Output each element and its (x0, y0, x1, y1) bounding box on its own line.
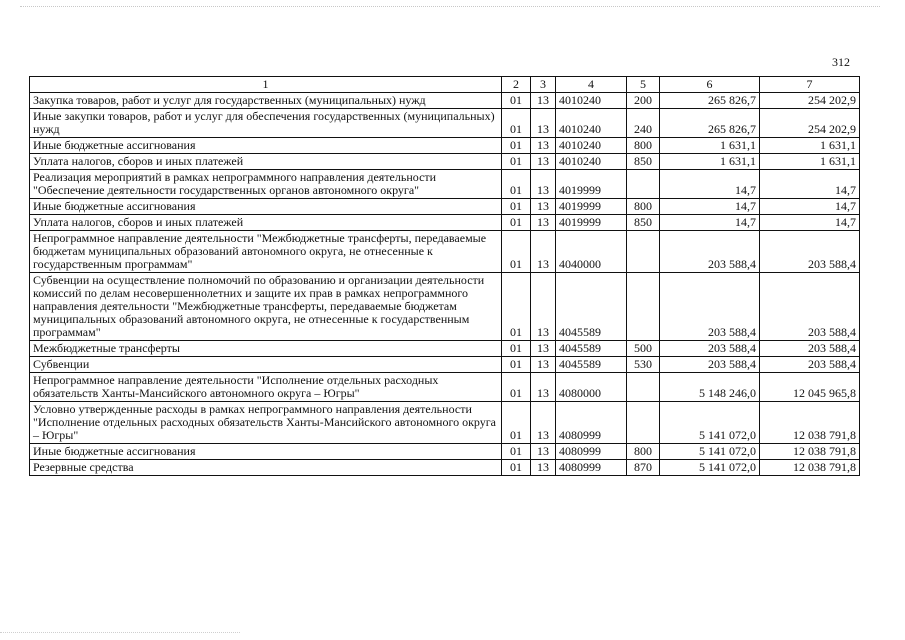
row-csr-cell: 4019999 (556, 170, 627, 199)
row-rz-cell: 01 (502, 273, 531, 341)
row-sum2-cell: 203 588,4 (760, 273, 860, 341)
row-rz-cell: 01 (502, 93, 531, 109)
row-sum1-cell: 5 141 072,0 (660, 460, 760, 476)
row-rz-cell: 01 (502, 402, 531, 444)
row-csr-cell: 4010240 (556, 154, 627, 170)
row-sum1-cell: 1 631,1 (660, 138, 760, 154)
row-csr-cell: 4080999 (556, 402, 627, 444)
table-row (30, 273, 860, 341)
row-rz-cell: 01 (502, 341, 531, 357)
row-vr-cell: 500 (627, 341, 660, 357)
row-name-cell: Межбюджетные трансферты (30, 341, 502, 357)
row-csr-cell: 4010240 (556, 109, 627, 138)
row-pr-cell: 13 (531, 402, 556, 444)
row-name-cell: Иные закупки товаров, работ и услуг для обеспечения государственных (муниципальных) нужд (30, 109, 502, 138)
header-cell: 4 (556, 77, 627, 93)
row-sum2-cell: 254 202,9 (760, 109, 860, 138)
row-name-cell: Закупка товаров, работ и услуг для государственных (муниципальных) нужд (30, 93, 502, 109)
row-name-cell: Условно утвержденные расходы в рамках непрограммного направления деятельности "Исполнение отдельных расходных обязательств Ханты-Мансийского автономного округа – Югры" (30, 402, 502, 444)
header-cell: 6 (660, 77, 760, 93)
scan-edge-top (20, 6, 880, 8)
row-rz-cell: 01 (502, 199, 531, 215)
row-csr-cell: 4080000 (556, 373, 627, 402)
row-sum2-cell: 12 038 791,8 (760, 444, 860, 460)
table-row (30, 460, 860, 476)
row-vr-cell (627, 402, 660, 444)
row-rz-cell: 01 (502, 215, 531, 231)
row-pr-cell: 13 (531, 199, 556, 215)
row-pr-cell: 13 (531, 357, 556, 373)
header-cell: 7 (760, 77, 860, 93)
table-row (30, 138, 860, 154)
row-sum2-cell: 14,7 (760, 199, 860, 215)
row-rz-cell: 01 (502, 373, 531, 402)
row-pr-cell: 13 (531, 273, 556, 341)
table-row (30, 444, 860, 460)
row-name-cell: Иные бюджетные ассигнования (30, 199, 502, 215)
table-row (30, 93, 860, 109)
row-pr-cell: 13 (531, 444, 556, 460)
row-sum2-cell: 12 038 791,8 (760, 402, 860, 444)
row-vr-cell: 200 (627, 93, 660, 109)
row-name-cell: Иные бюджетные ассигнования (30, 138, 502, 154)
row-pr-cell: 13 (531, 93, 556, 109)
header-cell: 1 (30, 77, 502, 93)
row-csr-cell: 4010240 (556, 138, 627, 154)
row-pr-cell: 13 (531, 109, 556, 138)
row-sum2-cell: 1 631,1 (760, 138, 860, 154)
row-sum2-cell: 254 202,9 (760, 93, 860, 109)
row-sum1-cell: 14,7 (660, 170, 760, 199)
row-vr-cell (627, 170, 660, 199)
row-name-cell: Резервные средства (30, 460, 502, 476)
row-pr-cell: 13 (531, 138, 556, 154)
row-sum1-cell: 265 826,7 (660, 109, 760, 138)
header-cell: 5 (627, 77, 660, 93)
budget-table-body (30, 77, 860, 476)
row-vr-cell: 530 (627, 357, 660, 373)
row-vr-cell: 800 (627, 444, 660, 460)
table-row (30, 402, 860, 444)
table-row (30, 170, 860, 199)
row-rz-cell: 01 (502, 460, 531, 476)
table-row (30, 154, 860, 170)
row-csr-cell: 4019999 (556, 215, 627, 231)
row-name-cell: Субвенции (30, 357, 502, 373)
row-sum1-cell: 14,7 (660, 215, 760, 231)
row-rz-cell: 01 (502, 109, 531, 138)
row-rz-cell: 01 (502, 138, 531, 154)
row-sum2-cell: 14,7 (760, 215, 860, 231)
row-csr-cell: 4045589 (556, 273, 627, 341)
row-pr-cell: 13 (531, 460, 556, 476)
row-name-cell: Уплата налогов, сборов и иных платежей (30, 215, 502, 231)
row-vr-cell: 850 (627, 154, 660, 170)
row-sum1-cell: 265 826,7 (660, 93, 760, 109)
row-sum2-cell: 203 588,4 (760, 231, 860, 273)
row-csr-cell: 4010240 (556, 93, 627, 109)
row-pr-cell: 13 (531, 231, 556, 273)
table-row (30, 215, 860, 231)
table-row (30, 231, 860, 273)
table-row (30, 109, 860, 138)
row-sum1-cell: 5 141 072,0 (660, 444, 760, 460)
row-sum2-cell: 12 038 791,8 (760, 460, 860, 476)
row-rz-cell: 01 (502, 231, 531, 273)
row-vr-cell: 850 (627, 215, 660, 231)
row-name-cell: Реализация мероприятий в рамках непрограммного направления деятельности "Обеспечение деятельности государственных органов автономного округа" (30, 170, 502, 199)
row-sum1-cell: 1 631,1 (660, 154, 760, 170)
table-row (30, 357, 860, 373)
row-sum1-cell: 203 588,4 (660, 341, 760, 357)
budget-table (29, 76, 860, 476)
row-vr-cell: 870 (627, 460, 660, 476)
header-row (30, 77, 860, 93)
row-sum2-cell: 203 588,4 (760, 357, 860, 373)
row-sum2-cell: 1 631,1 (760, 154, 860, 170)
row-rz-cell: 01 (502, 154, 531, 170)
row-sum2-cell: 14,7 (760, 170, 860, 199)
row-rz-cell: 01 (502, 170, 531, 199)
row-sum1-cell: 203 588,4 (660, 231, 760, 273)
row-vr-cell: 240 (627, 109, 660, 138)
scan-edge-bottom (0, 632, 240, 634)
row-vr-cell: 800 (627, 199, 660, 215)
row-vr-cell: 800 (627, 138, 660, 154)
row-pr-cell: 13 (531, 373, 556, 402)
row-csr-cell: 4045589 (556, 341, 627, 357)
table-row (30, 199, 860, 215)
row-pr-cell: 13 (531, 341, 556, 357)
row-csr-cell: 4080999 (556, 460, 627, 476)
table-row (30, 341, 860, 357)
row-csr-cell: 4045589 (556, 357, 627, 373)
row-pr-cell: 13 (531, 170, 556, 199)
row-vr-cell (627, 231, 660, 273)
row-rz-cell: 01 (502, 357, 531, 373)
row-csr-cell: 4080999 (556, 444, 627, 460)
row-sum1-cell: 203 588,4 (660, 357, 760, 373)
row-pr-cell: 13 (531, 215, 556, 231)
row-name-cell: Субвенции на осуществление полномочий по образованию и организации деятельности комиссий по делам несовершеннолетних и защите их прав в рамках непрограммного направления деятельности "Межбюджетные трансферты, передаваемые бюджетам муниципальных образований автономного округа, не отнесенные к государственным программам" (30, 273, 502, 341)
row-name-cell: Иные бюджетные ассигнования (30, 444, 502, 460)
row-name-cell: Уплата налогов, сборов и иных платежей (30, 154, 502, 170)
page-number: 312 (832, 55, 850, 69)
row-rz-cell: 01 (502, 444, 531, 460)
header-cell: 3 (531, 77, 556, 93)
row-sum2-cell: 203 588,4 (760, 341, 860, 357)
row-sum1-cell: 203 588,4 (660, 273, 760, 341)
row-name-cell: Непрограммное направление деятельности "Межбюджетные трансферты, передаваемые бюджетам муниципальных образований автономного округа, не отнесенные к государственным программам" (30, 231, 502, 273)
row-vr-cell (627, 273, 660, 341)
row-pr-cell: 13 (531, 154, 556, 170)
row-sum1-cell: 5 148 246,0 (660, 373, 760, 402)
row-sum1-cell: 5 141 072,0 (660, 402, 760, 444)
row-name-cell: Непрограммное направление деятельности "Исполнение отдельных расходных обязательств Ханты-Мансийского автономного округа – Югры" (30, 373, 502, 402)
row-csr-cell: 4019999 (556, 199, 627, 215)
header-cell: 2 (502, 77, 531, 93)
row-csr-cell: 4040000 (556, 231, 627, 273)
row-sum2-cell: 12 045 965,8 (760, 373, 860, 402)
table-row (30, 373, 860, 402)
row-vr-cell (627, 373, 660, 402)
row-sum1-cell: 14,7 (660, 199, 760, 215)
